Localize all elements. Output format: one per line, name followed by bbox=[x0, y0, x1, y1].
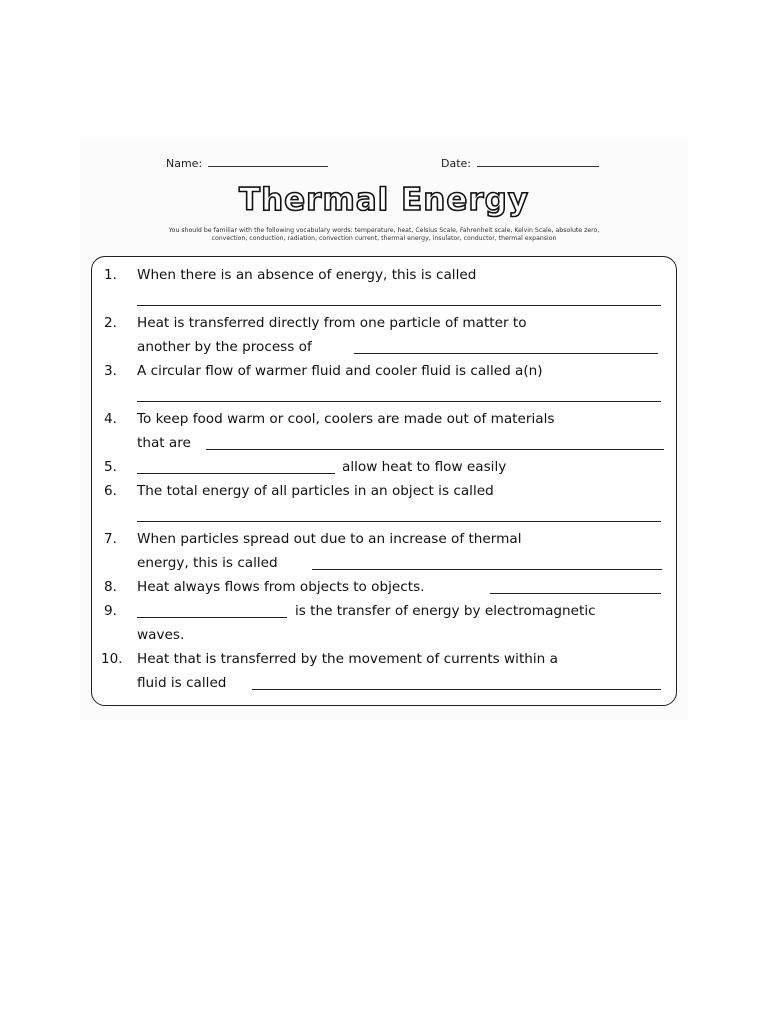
question-2-text-line-2: another by the process of bbox=[137, 339, 312, 355]
name-field bbox=[166, 155, 328, 170]
date-label: Date: bbox=[441, 157, 471, 170]
question-9-number: 9. bbox=[104, 603, 117, 619]
question-4-number: 4. bbox=[104, 411, 117, 427]
question-9-text-line-1: is the transfer of energy by electromagnetic bbox=[295, 603, 596, 619]
question-9-text-line-2: waves. bbox=[137, 627, 185, 643]
question-10-answer-blank[interactable] bbox=[252, 689, 661, 690]
question-7-text-line-1: When particles spread out due to an increase of thermal bbox=[137, 531, 522, 547]
question-7-number: 7. bbox=[104, 531, 117, 547]
question-4-text-line-2: that are bbox=[137, 435, 191, 451]
question-6-number: 6. bbox=[104, 483, 117, 499]
vocabulary-line-1: You should be familiar with the following vocabulary words: temperature, heat, Celsius Scale, Fahrenheit scale, Kelvin Scale, absolute zero, bbox=[168, 227, 600, 234]
date-field bbox=[441, 155, 599, 170]
question-2-text-line-1: Heat is transferred directly from one particle of matter to bbox=[137, 315, 527, 331]
question-3-text: A circular flow of warmer fluid and cooler fluid is called a(n) bbox=[137, 363, 543, 379]
question-8-answer-blank[interactable] bbox=[490, 593, 661, 594]
vocabulary-note bbox=[120, 227, 648, 243]
question-5-answer-blank[interactable] bbox=[137, 473, 335, 474]
question-10-number: 10. bbox=[101, 651, 123, 667]
question-2-answer-blank[interactable] bbox=[354, 353, 658, 354]
question-3-number: 3. bbox=[104, 363, 117, 379]
question-5-number: 5. bbox=[104, 459, 117, 475]
date-blank[interactable] bbox=[477, 155, 599, 167]
question-2-number: 2. bbox=[104, 315, 117, 331]
question-8-text: Heat always flows from objects to objects. bbox=[137, 579, 425, 595]
question-10-text-line-1: Heat that is transferred by the movement of currents within a bbox=[137, 651, 558, 667]
question-1-text: When there is an absence of energy, this is called bbox=[137, 267, 477, 283]
question-5-text: allow heat to flow easily bbox=[342, 459, 507, 475]
question-6-answer-blank[interactable] bbox=[137, 521, 661, 522]
question-4-answer-blank[interactable] bbox=[206, 449, 664, 450]
question-10-text-line-2: fluid is called bbox=[137, 675, 227, 691]
question-1-answer-blank[interactable] bbox=[137, 305, 661, 306]
question-8-number: 8. bbox=[104, 579, 117, 595]
question-7-answer-blank[interactable] bbox=[312, 569, 662, 570]
question-3-answer-blank[interactable] bbox=[137, 401, 661, 402]
question-9-answer-blank[interactable] bbox=[137, 617, 287, 618]
worksheet-title: Thermal Energy bbox=[238, 182, 530, 218]
name-label: Name: bbox=[166, 157, 203, 170]
question-7-text-line-2: energy, this is called bbox=[137, 555, 278, 571]
question-1-number: 1. bbox=[104, 267, 117, 283]
question-4-text-line-1: To keep food warm or cool, coolers are made out of materials bbox=[137, 411, 555, 427]
vocabulary-line-2: convection, conduction, radiation, convection current, thermal energy, insulator, conductor, thermal expansion bbox=[211, 235, 557, 242]
name-blank[interactable] bbox=[208, 155, 328, 167]
question-6-text: The total energy of all particles in an object is called bbox=[137, 483, 494, 499]
